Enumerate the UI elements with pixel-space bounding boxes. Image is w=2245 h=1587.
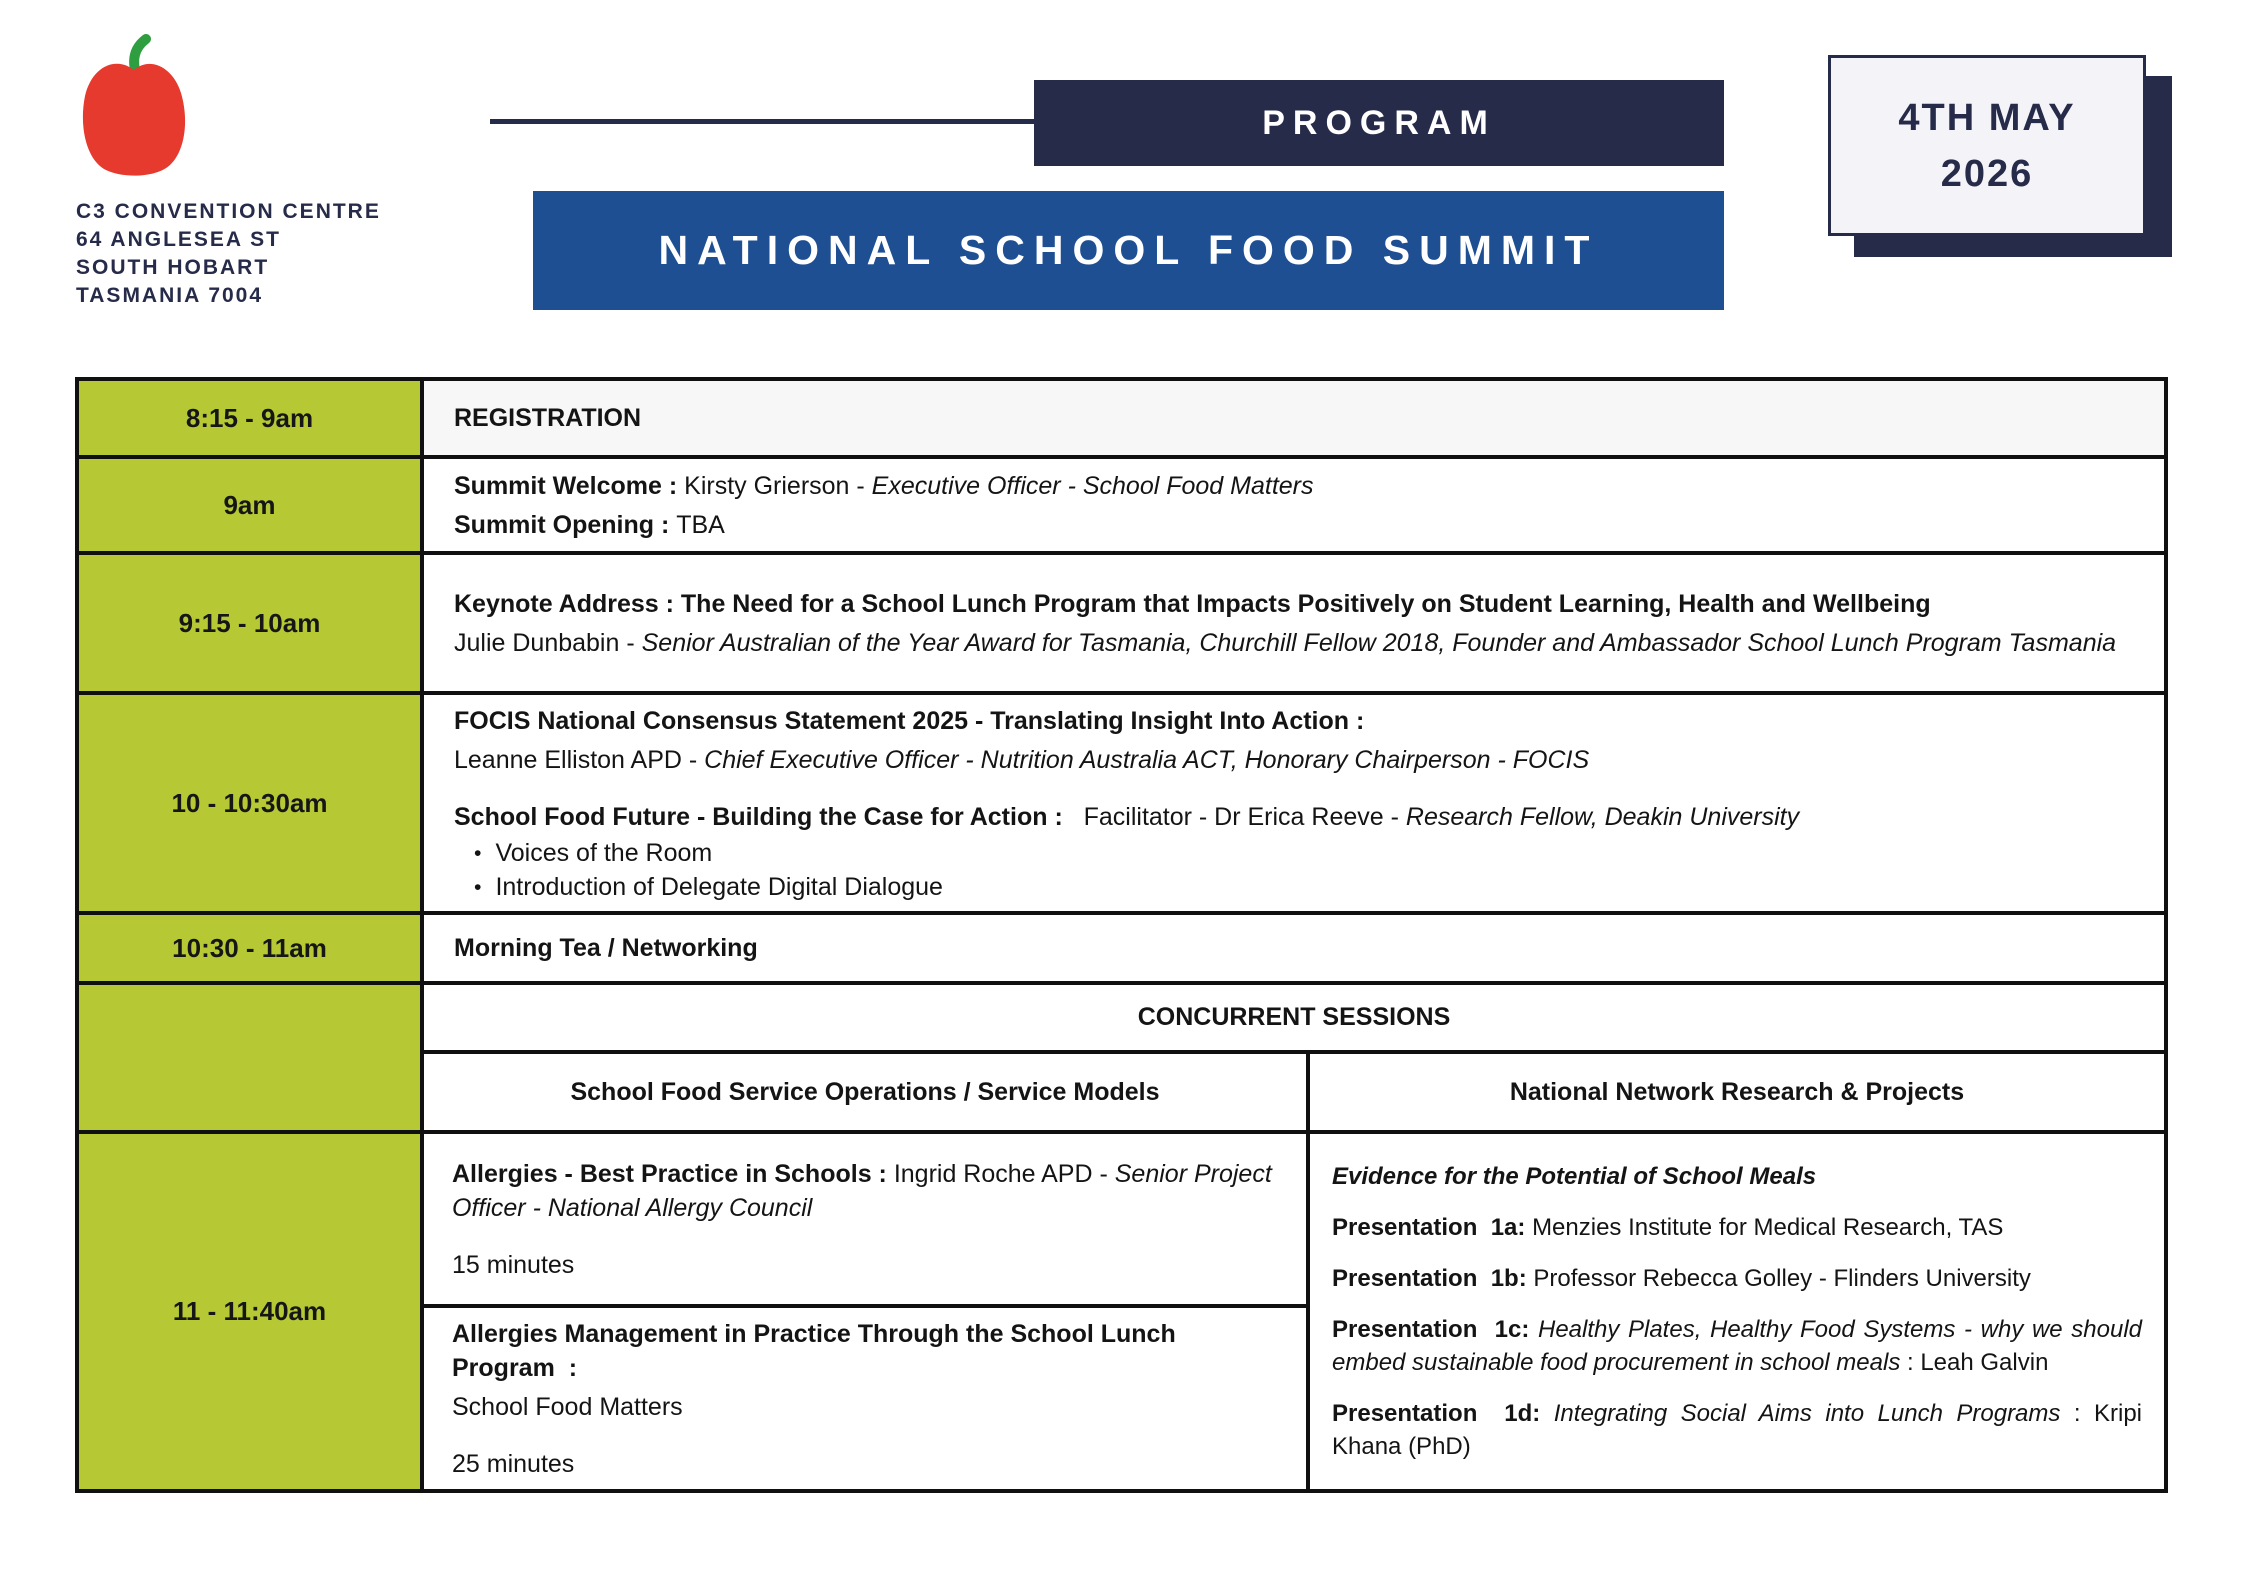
text-line: REGISTRATION: [454, 404, 642, 432]
session-cell: [424, 695, 2164, 911]
concurrent-content-row: [79, 1134, 2164, 1489]
time-cell: 9:15 - 10am: [79, 555, 424, 691]
venue-line: 64 ANGLESEA ST: [76, 228, 281, 251]
schedule-row-morning-tea: [79, 915, 2164, 985]
decorative-rule: [490, 119, 1036, 124]
venue-line: SOUTH HOBART: [76, 256, 270, 279]
line-spacer: [452, 1227, 1278, 1245]
line-spacer: [452, 1426, 1278, 1444]
text-line: Evidence for the Potential of School Meals: [1332, 1163, 1817, 1190]
page-title: NATIONAL SCHOOL FOOD SUMMIT: [658, 227, 1599, 273]
text-line: School Food Matters: [452, 1392, 683, 1421]
text-line: School Food Future - Building the Case for Action : Facilitator - Dr Erica Reeve - Research Fellow, Deakin University: [454, 803, 1800, 831]
apple-body-icon: [83, 64, 185, 176]
date-box: [1828, 55, 2146, 236]
schedule-row-welcome: [79, 459, 2164, 555]
concurrent-header-row: [79, 985, 2164, 1134]
session-cell-allergies-best-practice: [424, 1134, 1306, 1308]
program-label: PROGRAM: [1262, 103, 1496, 142]
concurrent-left-column: [424, 1134, 1310, 1489]
text-line: Summit Opening : TBA: [454, 510, 725, 539]
time-cell: 11 - 11:40am: [79, 1134, 424, 1489]
text-line: Presentation 1b: Professor Rebecca Golley - Flinders University: [1332, 1265, 2031, 1292]
session-cell: [424, 555, 2164, 691]
text-line: Presentation 1d: Integrating Social Aims into Lunch Programs : Kripi Khana (PhD): [1332, 1400, 2149, 1460]
schedule-row-registration: [79, 381, 2164, 459]
time-cell: 9am: [79, 459, 424, 551]
concurrent-header-stack: [424, 985, 2164, 1130]
concurrent-sessions-title: CONCURRENT SESSIONS: [424, 985, 2164, 1054]
text-line: Presentation 1c: Healthy Plates, Healthy Food Systems - why we should embed sustainable food procurement in school meals : Leah Galvin: [1332, 1316, 2149, 1376]
text-line: Allergies Management in Practice Through the School Lunch Program :: [452, 1319, 1183, 1382]
schedule-row-keynote: [79, 555, 2164, 695]
line-spacer: [454, 780, 2134, 798]
schedule-table: [75, 377, 2168, 1493]
time-cell: 8:15 - 9am: [79, 381, 424, 455]
text-line: Presentation 1a: Menzies Institute for Medical Research, TAS: [1332, 1214, 2004, 1241]
text-line: Allergies - Best Practice in Schools : Ingrid Roche APD - Senior Project Officer - National Allergy Council: [452, 1159, 1279, 1222]
concurrent-column-headers: [424, 1054, 2164, 1130]
text-line: • Introduction of Delegate Digital Dialogue: [454, 871, 2134, 905]
schedule-row-focis: [79, 695, 2164, 915]
venue-line: TASMANIA 7004: [76, 284, 264, 307]
text-line: 15 minutes: [452, 1250, 575, 1279]
time-cell: 10 - 10:30am: [79, 695, 424, 911]
session-cell: [424, 381, 2164, 455]
time-cell: 10:30 - 11am: [79, 915, 424, 981]
session-cell: [424, 459, 2164, 551]
text-line: Leanne Elliston APD - Chief Executive Officer - Nutrition Australia ACT, Honorary Chairperson - FOCIS: [454, 746, 1590, 774]
column-header-service-models: School Food Service Operations / Service Models: [424, 1054, 1310, 1130]
apple-logo: [70, 34, 192, 180]
text-line: Summit Welcome : Kirsty Grierson - Executive Officer - School Food Matters: [454, 471, 1314, 500]
program-banner: [1034, 80, 1724, 166]
summit-title-banner: [533, 191, 1724, 310]
text-line: Julie Dunbabin - Senior Australian of the Year Award for Tasmania, Churchill Fellow 2018, Founder and Ambassador School Lunch Program Tasmania: [454, 628, 2117, 657]
session-cell-allergies-management: [424, 1308, 1306, 1489]
text-line: 25 minutes: [452, 1449, 575, 1478]
text-line: FOCIS National Consensus Statement 2025 - Translating Insight Into Action :: [454, 707, 1365, 735]
text-line: • Voices of the Room: [454, 837, 2134, 871]
session-cell-research-presentations: [1310, 1134, 2164, 1489]
text-line: Keynote Address : The Need for a School Lunch Program that Impacts Positively on Student Learning, Health and Wellbeing: [454, 589, 1931, 618]
date-line: 4TH MAY: [1898, 96, 2076, 139]
time-cell-empty: [79, 985, 424, 1130]
date-line: 2026: [1940, 152, 2034, 195]
session-cell: [424, 915, 2164, 981]
venue-line: C3 CONVENTION CENTRE: [76, 200, 381, 223]
column-header-research-projects: National Network Research & Projects: [1509, 1077, 1965, 1106]
text-line: Morning Tea / Networking: [454, 934, 758, 962]
venue-address: [76, 198, 381, 310]
